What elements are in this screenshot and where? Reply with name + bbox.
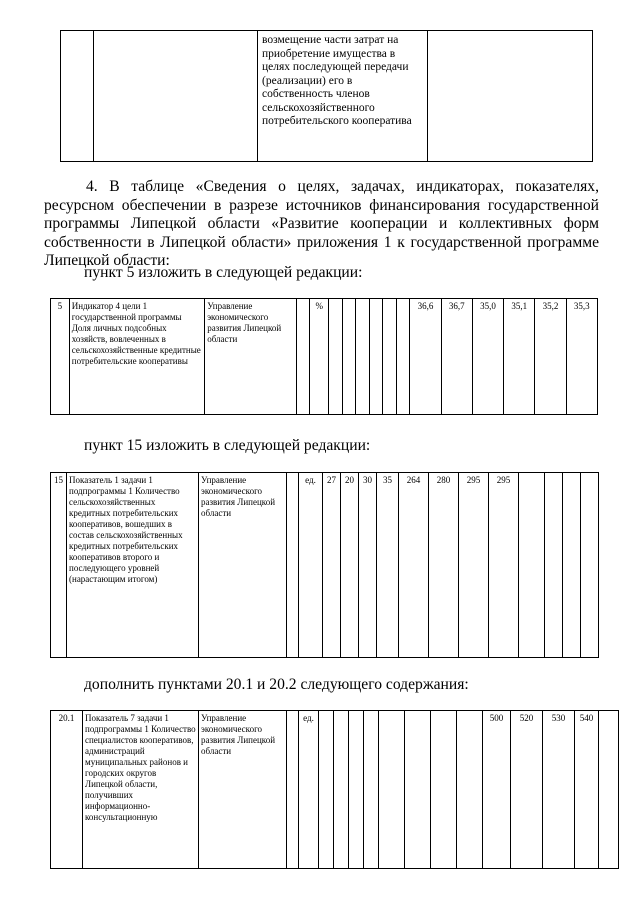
row-15-name: Показатель 1 задачи 1 подпрограммы 1 Количество сельскохозяйственных кредитных потребительских кооперативов, вошедших в состав сельскохозяйственных кредитных потребительских кооперативов второго и последующего уровней (нарастающим итогом)	[67, 473, 199, 658]
row-15-table	[50, 472, 599, 658]
row-5-empty-5	[369, 299, 383, 415]
row-5-value-2: 36,7	[441, 299, 472, 415]
row-15-value-8: 295	[489, 473, 519, 658]
row-5-executor: Управление экономического развития Липецкой области	[205, 299, 297, 415]
row-5-empty-3	[342, 299, 356, 415]
row-5-empty-1	[296, 299, 310, 415]
top-table-cell-4	[428, 31, 593, 162]
row-20-1-value-1: 500	[483, 711, 511, 869]
row-20-1-empty-5	[364, 711, 379, 869]
row-20-1-value-3: 530	[543, 711, 575, 869]
row-5-empty-4	[356, 299, 370, 415]
row-20-1-empty-10	[599, 711, 619, 869]
row-5-value-1: 36,6	[410, 299, 441, 415]
row-20-1-table	[50, 710, 619, 869]
row-5-value-4: 35,1	[504, 299, 535, 415]
row-20-1-executor: Управление экономического развития Липецкой области	[199, 711, 287, 869]
row-15-empty-3	[545, 473, 563, 658]
row-5-empty-2	[329, 299, 343, 415]
row-5-name: Индикатор 4 цели 1 государственной программы Доля личных подсобных хозяйств, вовлеченных в сельскохозяйственные кредитные потребительские кооперативы	[69, 299, 204, 415]
row-15-number: 15	[51, 473, 67, 658]
row-15-value-5: 264	[399, 473, 429, 658]
top-table	[60, 30, 593, 162]
row-20-1-empty-8	[431, 711, 457, 869]
row-15-value-7: 295	[459, 473, 489, 658]
top-table-text-cell	[258, 31, 428, 162]
row-20-1-empty-6	[379, 711, 405, 869]
row-15-empty-2	[519, 473, 545, 658]
row-20-1-empty-3	[334, 711, 349, 869]
row-5-empty-7	[396, 299, 410, 415]
row-15-executor: Управление экономического развития Липецкой области	[199, 473, 287, 658]
row-20-1-value-4: 540	[575, 711, 599, 869]
row-20-1-value-2: 520	[511, 711, 543, 869]
row-5-value-3: 35,0	[472, 299, 503, 415]
row-15-empty-5	[581, 473, 599, 658]
top-table-cell-1	[61, 31, 94, 162]
row-20-1-name: Показатель 7 задачи 1 подпрограммы 1 Количество специалистов кооперативов, администраций муниципальных районов и городских округов Липецкой области, получивших информационно-консультационную	[83, 711, 199, 869]
row-20-1-empty-9	[457, 711, 483, 869]
row-20-1-empty-4	[349, 711, 364, 869]
row-5-value-6: 35,3	[566, 299, 597, 415]
row-20-1-empty-1	[287, 711, 299, 869]
row-5-number: 5	[51, 299, 70, 415]
row-20-1-unit: ед.	[299, 711, 319, 869]
row-15-value-2: 20	[341, 473, 359, 658]
item-15-heading: пункт 15 изложить в следующей редакции:	[84, 437, 371, 454]
top-table-cell-2	[94, 31, 258, 162]
top-table-text: возмещение части затрат на приобретение имущества в целях последующей передачи (реализации) его в собственность членов сельскохозяйственного потребительского кооператива	[262, 34, 412, 127]
row-15-empty-4	[563, 473, 581, 658]
row-15-value-3: 30	[359, 473, 377, 658]
row-15-empty-1	[287, 473, 299, 658]
row-15-unit: ед.	[299, 473, 323, 658]
row-20-1-empty-7	[405, 711, 431, 869]
row-5-empty-6	[383, 299, 397, 415]
item-20-heading: дополнить пунктами 20.1 и 20.2 следующего содержания:	[84, 676, 469, 693]
row-20-1-empty-2	[319, 711, 334, 869]
row-20-1-number: 20.1	[51, 711, 83, 869]
row-5-table	[50, 298, 598, 415]
row-5-value-5: 35,2	[535, 299, 566, 415]
row-5-unit: %	[310, 299, 329, 415]
row-15-value-6: 280	[429, 473, 459, 658]
item-5-heading: пункт 5 изложить в следующей редакции:	[84, 264, 363, 281]
row-15-value-4: 35	[377, 473, 399, 658]
row-15-value-1: 27	[323, 473, 341, 658]
paragraph-4: 4. В таблице «Сведения о целях, задачах, индикаторах, показателях, ресурсном обеспечении в разрезе источников финансирования государственной программы Липецкой области «Развитие кооперации и коллективных форм собственности в Липецкой области» приложения 1 к государственной программе Липецкой области:	[44, 178, 599, 269]
